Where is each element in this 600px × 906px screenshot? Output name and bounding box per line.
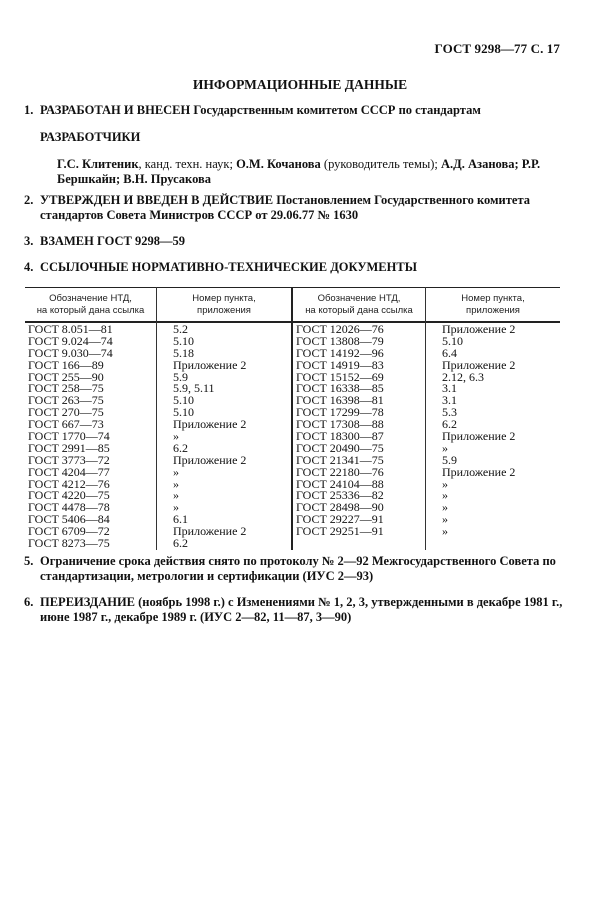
header-line: приложения xyxy=(197,305,251,316)
table-cell: » xyxy=(173,500,179,515)
table-cell: ГОСТ 13808—79 xyxy=(296,333,384,348)
developers-list xyxy=(57,157,567,187)
column-divider xyxy=(425,287,426,550)
item-lead: ССЫЛОЧНЫЕ НОРМАТИВНО-ТЕХНИЧЕСКИЕ ДОКУМЕНТЫ xyxy=(40,260,417,274)
item-text: Постановлением Государственного комитета стандартов Совета Министров СССР от 29.06.77 № 1630 xyxy=(40,193,530,222)
table-cell: Приложение 2 xyxy=(442,464,516,479)
page-title: ИНФОРМАЦИОННЫЕ ДАННЫЕ xyxy=(192,77,408,92)
table-cell: 5.18 xyxy=(173,345,194,360)
item-number: 5. xyxy=(24,554,34,568)
table-cell: » xyxy=(173,464,179,479)
table-cell: ГОСТ 17308—88 xyxy=(296,417,384,432)
item-number: 4. xyxy=(24,260,34,274)
header-line: Номер пункта, xyxy=(461,293,525,304)
table-cell: ГОСТ 17299—78 xyxy=(296,405,384,420)
table-cell: » xyxy=(442,488,448,503)
table-cell: 5.10 xyxy=(442,333,463,348)
table-cell: 5.2 xyxy=(173,322,188,336)
item-4-references xyxy=(24,260,564,275)
developer-note: , канд. техн. наук; xyxy=(138,157,237,171)
table-cell: ГОСТ 21341—75 xyxy=(296,452,384,467)
item-lead: ВЗАМЕН ГОСТ 9298—59 xyxy=(40,234,185,248)
table-cell: ГОСТ 14192—96 xyxy=(296,345,384,360)
table-cell: ГОСТ 2991—85 xyxy=(28,440,110,455)
table-cell: ГОСТ 22180—76 xyxy=(296,464,384,479)
table-cell: ГОСТ 9.024—74 xyxy=(28,333,113,348)
table-cell: ГОСТ 8273—75 xyxy=(28,536,110,551)
table-cell: 5.10 xyxy=(173,333,194,348)
item-6-reissue xyxy=(24,595,564,625)
table-cell: 5.9 xyxy=(173,369,188,384)
table-cell: ГОСТ 3773—72 xyxy=(28,452,110,467)
header-line: Обозначение НТД, xyxy=(49,293,132,304)
table-cell: ГОСТ 6709—72 xyxy=(28,524,110,539)
table-cell: 6.2 xyxy=(173,536,188,551)
table-cell: » xyxy=(442,512,448,527)
table-cell: ГОСТ 12026—76 xyxy=(296,322,384,336)
table-cell: ГОСТ 15152—69 xyxy=(296,369,384,384)
item-1-developed-by xyxy=(24,103,564,118)
table-cell: ГОСТ 4204—77 xyxy=(28,464,110,479)
table-cell: ГОСТ 25336—82 xyxy=(296,488,384,503)
table-cell: ГОСТ 16338—85 xyxy=(296,381,384,396)
item-number: 6. xyxy=(24,595,34,609)
table-cell: 5.9 xyxy=(442,452,457,467)
table-cell: ГОСТ 20490—75 xyxy=(296,440,384,455)
table-cell: Приложение 2 xyxy=(173,524,247,539)
developer-name: Г.С. Клитеник xyxy=(57,157,139,171)
table-cell: » xyxy=(442,476,448,491)
item-lead: УТВЕРЖДЕН И ВВЕДЕН В ДЕЙСТВИЕ xyxy=(40,193,274,207)
table-cell: ГОСТ 270—75 xyxy=(28,405,104,420)
item-lead: ПЕРЕИЗДАНИЕ xyxy=(40,595,136,609)
header-line: Обозначение НТД, xyxy=(317,293,401,304)
item-5-term-limit xyxy=(24,554,564,584)
table-cell: Приложение 2 xyxy=(442,322,516,336)
table-cell: 5.10 xyxy=(173,405,194,420)
reference-table xyxy=(25,287,560,550)
header-line: приложения xyxy=(466,305,520,316)
table-cell: ГОСТ 24104—88 xyxy=(296,476,384,491)
header-line: Номер пункта, xyxy=(192,293,256,304)
table-cell: ГОСТ 4212—76 xyxy=(28,476,110,491)
developer-note: ; xyxy=(514,157,522,171)
header-line: на который дана ссылка xyxy=(36,305,145,316)
table-cell: ГОСТ 5406—84 xyxy=(28,512,110,527)
table-cell: 6.4 xyxy=(442,345,457,360)
table-cell: Приложение 2 xyxy=(173,452,247,467)
table-cell: Приложение 2 xyxy=(173,417,247,432)
developers-heading: РАЗРАБОТЧИКИ xyxy=(40,130,141,144)
table-cell: » xyxy=(442,524,448,539)
table-cell: 6.2 xyxy=(442,417,457,432)
column-divider xyxy=(291,287,293,550)
item-lead: РАЗРАБОТАН И ВНЕСЕН xyxy=(40,103,191,117)
table-cell: ГОСТ 1770—74 xyxy=(28,429,110,444)
developer-name: О.М. Кочанова xyxy=(236,157,321,171)
column-divider xyxy=(156,287,157,550)
header-designation-right xyxy=(293,293,425,317)
table-cell: ГОСТ 29251—91 xyxy=(296,524,384,539)
table-cell: ГОСТ 16398—81 xyxy=(296,393,384,408)
table-cell: » xyxy=(173,488,179,503)
table-cell: 6.1 xyxy=(173,512,188,527)
table-cell: ГОСТ 18300—87 xyxy=(296,429,384,444)
table-cell: ГОСТ 8.051—81 xyxy=(28,322,113,336)
header-designation-left xyxy=(25,293,156,317)
table-cell: ГОСТ 258—75 xyxy=(28,381,104,396)
item-2-approved xyxy=(24,193,564,223)
table-cell: 5.9, 5.11 xyxy=(173,381,215,396)
item-text: (ноябрь 1998 г.) с Изменениями № 1, 2, 3, утвержденными в декабре 1981 г., июне 1987 г., декабре 1989 г. (ИУС 2—82, 11—87, 3—90) xyxy=(40,595,563,624)
table-cell: ГОСТ 4478—78 xyxy=(28,500,110,515)
table-cell: ГОСТ 9.030—74 xyxy=(28,345,113,360)
item-text: Ограничение срока действия снято по протоколу № 2—92 Межгосударственного Совета по стандартизации, метрологии и сертификации (ИУС 2—93) xyxy=(40,554,556,583)
table-cell: ГОСТ 4220—75 xyxy=(28,488,110,503)
table-cell: » xyxy=(173,429,179,444)
table-cell: 3.1 xyxy=(442,393,457,408)
left-designation-column xyxy=(28,324,113,550)
right-designation-column xyxy=(296,324,384,538)
table-cell: Приложение 2 xyxy=(442,357,516,372)
developer-name: А.Д. Азанова xyxy=(441,157,515,171)
table-cell: 6.2 xyxy=(173,440,188,455)
item-text: Государственным комитетом СССР по стандартам xyxy=(190,103,481,117)
right-clause-column xyxy=(442,324,515,538)
table-cell: Приложение 2 xyxy=(442,429,516,444)
table-cell: ГОСТ 28498—90 xyxy=(296,500,384,515)
table-cell: » xyxy=(442,440,448,455)
table-cell: ГОСТ 667—73 xyxy=(28,417,104,432)
running-header: ГОСТ 9298—77 С. 17 xyxy=(434,41,560,56)
left-clause-column xyxy=(173,324,246,550)
item-number: 2. xyxy=(24,193,34,207)
table-cell: ГОСТ 29227—91 xyxy=(296,512,384,527)
developer-name: В.Н. Прусакова xyxy=(123,172,212,186)
header-clause-left xyxy=(157,293,291,317)
table-cell: 3.1 xyxy=(442,381,457,396)
table-cell: 5.3 xyxy=(442,405,457,420)
developer-note: (руководитель темы); xyxy=(320,157,442,171)
header-line: на который дана ссылка xyxy=(305,305,413,316)
table-cell: ГОСТ 14919—83 xyxy=(296,357,384,372)
developer-name: Р.Р. Бершкайн xyxy=(57,157,541,186)
table-cell: Приложение 2 xyxy=(173,357,247,372)
table-cell: ГОСТ 166—89 xyxy=(28,357,104,372)
developer-note: ; xyxy=(115,172,124,186)
table-cell: 5.10 xyxy=(173,393,194,408)
item-number: 1. xyxy=(24,103,34,117)
table-cell: » xyxy=(442,500,448,515)
table-cell: » xyxy=(173,476,179,491)
table-cell: 2.12, 6.3 xyxy=(442,369,484,384)
table-cell: ГОСТ 263—75 xyxy=(28,393,104,408)
item-number: 3. xyxy=(24,234,34,248)
item-3-replaces xyxy=(24,234,564,249)
header-clause-right xyxy=(426,293,560,317)
table-cell: ГОСТ 255—90 xyxy=(28,369,104,384)
